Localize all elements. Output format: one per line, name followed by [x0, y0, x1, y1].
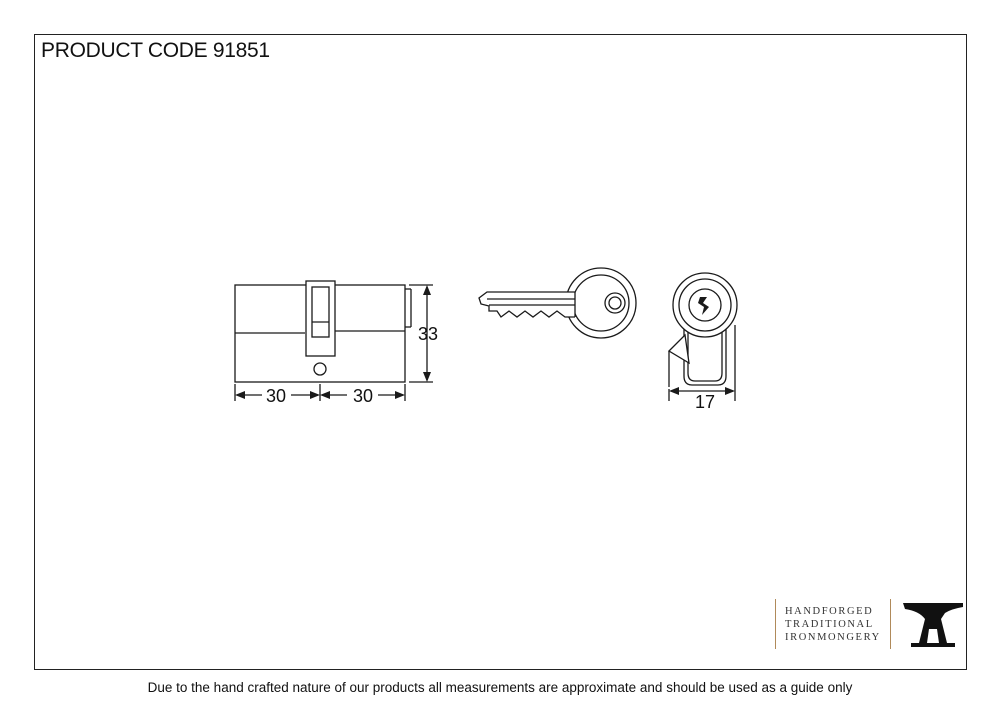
brand-divider-right	[890, 599, 891, 649]
length-dimensions	[235, 384, 405, 401]
brand-block	[775, 599, 965, 649]
right-length-label: 30	[352, 386, 374, 406]
brand-line-2: TRADITIONAL	[785, 618, 874, 630]
brand-line-1: HANDFORGED	[785, 605, 874, 617]
disclaimer-text: Due to the hand crafted nature of our products all measurements are approximate and should be used as a guide only	[147, 680, 853, 695]
height-label: 33	[417, 324, 439, 344]
fixing-hole	[314, 363, 326, 375]
profile-width-label: 17	[694, 392, 716, 412]
brand-divider-left	[775, 599, 776, 649]
key-drawing	[479, 268, 636, 338]
drawing-sheet	[34, 34, 967, 670]
left-length-label: 30	[265, 386, 287, 406]
anvil-icon	[901, 599, 965, 649]
cylinder-profile-view	[669, 273, 737, 387]
technical-drawing	[35, 35, 968, 671]
product-code-title: PRODUCT CODE 91851	[41, 39, 270, 62]
cylinder-side-view	[235, 281, 411, 382]
brand-line-3: IRONMONGERY	[785, 631, 881, 643]
profile-cam	[669, 335, 689, 363]
key-hole	[605, 293, 625, 313]
brand-text	[785, 605, 881, 644]
cam-outline	[306, 281, 335, 356]
